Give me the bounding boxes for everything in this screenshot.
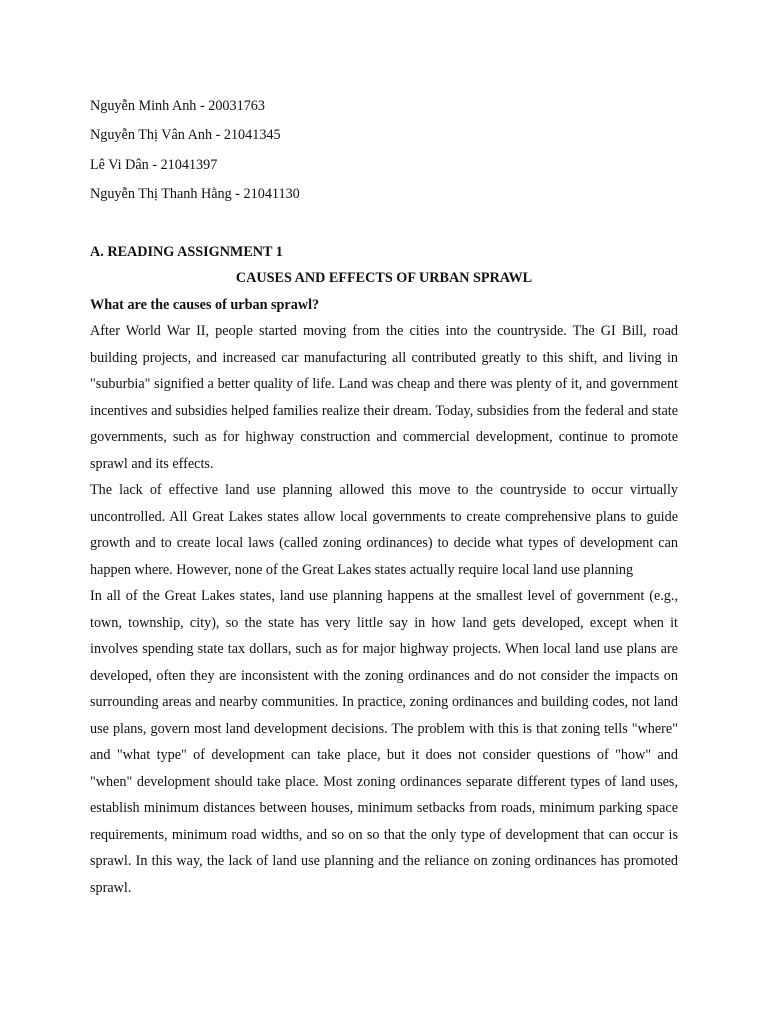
author-line: Lê Vi Dân - 21041397 bbox=[90, 156, 218, 173]
author-line: Nguyễn Minh Anh - 20031763 bbox=[90, 98, 265, 114]
author-line: Nguyễn Thị Thanh Hằng - 21041130 bbox=[90, 186, 300, 203]
section-heading: A. READING ASSIGNMENT 1 bbox=[90, 243, 283, 260]
body-paragraph: After World War II, people started moving from the cities into the countryside. The GI Bill, road building projects, and increased car manufacturing all contributed greatly to this shift, and living in "suburbia" signified a better quality of life. Land was cheap and there was plenty of it, and government incentives and subsidies helped families realize their dream. Today, subsidies from the federal and state governments, such as for highway construction and commercial development, continue to promote sprawl and its effects. bbox=[90, 323, 678, 472]
body-paragraph: In all of the Great Lakes states, land use planning happens at the smallest level of government (e.g., town, township, city), so the state has very little say in how land gets developed, except when it involves spending state tax dollars, such as for major highway projects. When local land use plans are developed, often they are inconsistent with the zoning ordinances and do not consider the impacts on surrounding areas and nearby communities. In practice, zoning ordinances and building codes, not land use plans, govern most land development decisions. The problem with this is that zoning tells "where" and "what type" of development can take place, but it does not consider questions of "how" and "when" development should take place. Most zoning ordinances separate different types of land uses, establish minimum distances between houses, minimum setbacks from roads, minimum parking space requirements, minimum road widths, and so on so that the only type of development that can occur is sprawl. In this way, the lack of land use planning and the reliance on zoning ordinances has promoted sprawl. bbox=[90, 588, 678, 896]
author-line: Nguyễn Thị Vân Anh - 21041345 bbox=[90, 127, 281, 144]
question-heading: What are the causes of urban sprawl? bbox=[90, 296, 320, 313]
document-title: CAUSES AND EFFECTS OF URBAN SPRAWL bbox=[235, 270, 533, 287]
author-list bbox=[90, 92, 678, 210]
body-paragraph: The lack of effective land use planning allowed this move to the countryside to occur virtually uncontrolled. All Great Lakes states allow local governments to create comprehensive plans to guide growth and to create local laws (called zoning ordinances) to decide what types of development can happen where. However, none of the Great Lakes states actually require local land use planning bbox=[90, 482, 678, 578]
